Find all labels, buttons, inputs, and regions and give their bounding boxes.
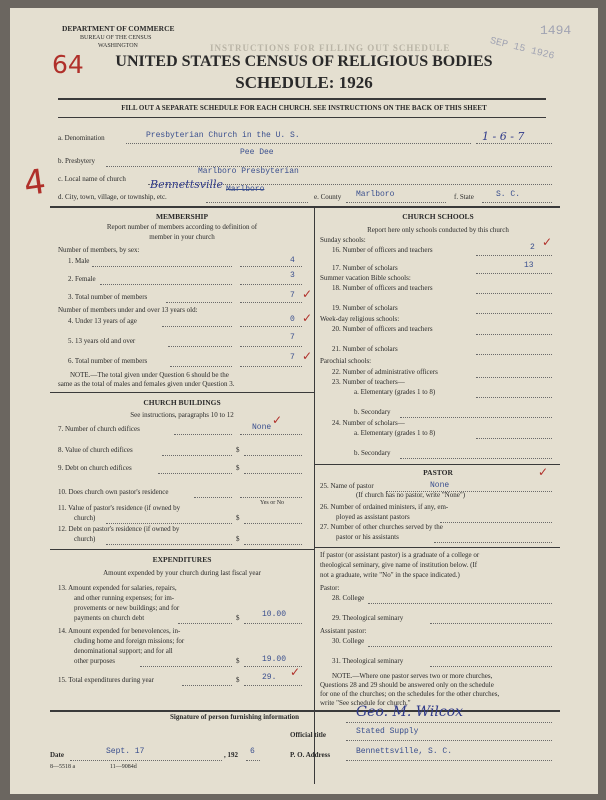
presbytery-value[interactable]: Pee Dee [240,148,274,157]
yes-no-hint: Yes or No [260,500,285,506]
check-mark-q16: ✓ [542,235,553,249]
q23b-label: b. Secondary [354,408,391,416]
q5-value[interactable]: 7 [290,333,295,342]
membership-note-2: same as the total of males and females given under Question 3. [58,380,235,388]
q10-leader [194,497,232,498]
q10-label: 10. Does church own pastor's residence [58,488,169,496]
q21-line [476,354,552,355]
po-address-value[interactable]: Bennettsville, S. C. [356,747,453,756]
expenditures-heading: EXPENDITURES [152,555,212,564]
q23a-line [476,397,552,398]
q5-label: 5. 13 years old and over [68,337,136,345]
q15-value[interactable]: 29. [262,673,277,682]
q11-label-1: 11. Value of pastor's residence (if owned by [58,504,181,512]
check-mark-q3: ✓ [302,287,313,301]
q27-line [434,542,552,543]
q9-line [244,473,302,474]
q7-label: 7. Number of church edifices [58,425,140,433]
membership-note-1: NOTE.—The total given under Question 6 should be the [70,371,229,379]
bureau-label: BUREAU OF THE CENSUS [80,35,152,41]
official-title-line [346,740,552,741]
membership-intro-1: Report number of members according to definition of [106,223,258,231]
presbytery-line [106,166,552,167]
q20-label: 20. Number of officers and teachers [332,325,433,333]
q3-leader [166,302,232,303]
state-value[interactable]: S. C. [496,190,521,199]
q3-line [240,302,302,303]
q12-leader [106,544,232,545]
pastor-sub-label: Pastor: [320,584,340,592]
weekday-label: Week-day religious schools: [320,315,400,323]
church-name-value[interactable]: Marlboro Presbyterian [198,167,299,176]
denomination-code: 1 - 6 - 7 [482,130,525,143]
q13-value[interactable]: 10.00 [262,610,287,619]
q13-leader [178,623,232,624]
parochial-label: Parochial schools: [320,357,372,365]
sunday-label: Sunday schools: [320,236,366,244]
q8-dollar: $ [236,446,240,454]
check-mark-q7: ✓ [272,413,283,427]
q4-line [240,326,302,327]
official-title-value[interactable]: Stated Supply [356,727,419,736]
q14-label-4: other purposes [74,657,116,665]
q11-dollar: $ [236,514,240,522]
q7-leader [174,434,232,435]
margin-mark: 4 [21,161,49,205]
q2-line [240,284,302,285]
po-address-label: P. O. Address [290,751,331,759]
schools-rule [314,464,560,465]
q2-value[interactable]: 3 [290,271,295,280]
schools-intro: Report here only schools conducted by this church [367,226,509,234]
pastor-mid-rule [314,547,560,548]
q14-leader [140,666,232,667]
schedule-title: SCHEDULE: 1926 [235,73,373,92]
q13-line [244,623,302,624]
q31-line [430,666,552,667]
q5-line [240,346,302,347]
date-value[interactable]: Sept. 17 [106,747,145,756]
q22-line [476,377,552,378]
q24a-label: a. Elementary (grades 1 to 8) [354,429,436,437]
q30-line [368,646,552,647]
summer-label: Summer vacation Bible schools: [320,274,411,282]
q23b-line [400,417,552,418]
q29-line [430,623,552,624]
q9-leader [158,473,232,474]
by-sex-label: Number of members, by sex: [58,246,140,254]
q25-label: 25. Name of pastor [320,482,374,490]
q6-line [240,366,302,367]
q17-value[interactable]: 13 [524,261,534,270]
form-title: UNITED STATES CENSUS OF RELIGIOUS BODIES [115,53,493,70]
q24b-label: b. Secondary [354,449,391,457]
q13-label-2: and other running expenses; for im- [74,594,175,602]
q10-line [240,497,302,498]
year-line [246,760,260,761]
stamp-date: SEP 15 1926 [488,36,556,63]
grad-line-3: not a graduate, write "No" in the space indicated.) [320,571,460,579]
check-mark-q15: ✓ [290,665,301,679]
q14-dollar: $ [236,657,240,665]
handwritten-number: 64 [52,50,84,79]
q1-label: 1. Male [68,257,90,265]
q15-leader [182,685,232,686]
year-prefix: , 192 [224,751,238,759]
denomination-line [126,143,471,144]
q16-line [476,255,552,256]
department-label: DEPARTMENT OF COMMERCE [62,24,175,33]
denomination-label: a. Denomination [58,134,105,142]
q26-label-1: 26. Number of ordained ministers, if any, em- [320,503,449,511]
q3-value[interactable]: 7 [290,291,295,300]
grad-line-1: If pastor (or assistant pastor) is a graduate of a college or [320,551,480,559]
q23a-label: a. Elementary (grades 1 to 8) [354,388,436,396]
instruction-rule [58,117,546,118]
q9-dollar: $ [236,464,240,472]
q14-label-1: 14. Amount expended for benevolences, in- [58,627,181,635]
faint-back-text: INSTRUCTIONS FOR FILLING OUT SCHEDULE [210,43,451,53]
q4-value[interactable]: 0 [290,315,295,324]
city-label: WASHINGTON [98,43,138,49]
q8-line [244,455,302,456]
q11-leader [106,523,232,524]
check-mark-q6: ✓ [302,349,313,363]
print-code: 11—9084d [110,764,137,770]
church-name-label: c. Local name of church [58,175,126,183]
q13-label-3: provements or new buildings; and for [74,604,180,612]
pastor-heading: PASTOR [423,468,453,477]
year-value[interactable]: 6 [250,747,255,756]
q26-line [440,522,552,523]
q9-label: 9. Debt on church edifices [58,464,132,472]
q12-line [244,544,302,545]
county-line [346,202,446,203]
q4-leader [162,326,232,327]
q8-leader [162,455,232,456]
q15-dollar: $ [236,676,240,684]
title-rule [58,98,546,100]
pastor-note-4: write "See schedule for church." [320,699,411,707]
q17-line [476,273,552,274]
signature-line [346,722,552,723]
q7-line [240,434,302,435]
asst-sub-label: Assistant pastor: [320,627,367,635]
q20-line [476,334,552,335]
q14-value[interactable]: 19.00 [262,655,287,664]
instruction-line: FILL OUT A SEPARATE SCHEDULE FOR EACH CHURCH. SEE INSTRUCTIONS ON THE BACK OF THIS SHEET [121,104,487,112]
date-label: Date [50,751,64,759]
grad-line-2: theological seminary, give name of institution below. (If [320,561,478,569]
buildings-rule [50,549,314,550]
q24-label: 24. Number of scholars— [332,419,405,427]
check-mark-q25: ✓ [538,465,549,479]
denomination-value[interactable]: Presbyterian Church in the U. S. [146,131,300,140]
code-line [476,143,552,144]
city-line [206,202,308,203]
q6-label: 6. Total number of members [68,357,148,365]
q25-value[interactable]: None [430,481,450,490]
q16-value[interactable]: 2 [530,243,535,252]
q22-label: 22. Number of administrative officers [332,368,438,376]
center-divider [314,206,315,784]
q16-label: 16. Number of officers and teachers [332,246,433,254]
q30-label: 30. College [332,637,365,645]
q21-label: 21. Number of scholars [332,345,398,353]
q17-label: 17. Number of scholars [332,264,398,272]
buildings-sub: See instructions, paragraphs 10 to 12 [130,411,234,419]
q27-label-2: pastor or his assistants [336,533,399,541]
q12-label-1: 12. Debt on pastor's residence (if owned by [58,525,180,533]
signature-value: Geo. M. Wilcox [356,704,464,720]
state-line [482,202,552,203]
q3-label: 3. Total number of members [68,293,148,301]
q18-line [476,293,552,294]
q13-dollar: $ [236,614,240,622]
top-fields-rule [50,206,560,208]
city-value[interactable]: Marlboro [226,185,265,194]
date-line [70,760,222,761]
official-title-label: Official title [290,731,326,739]
stamp-number: 1494 [540,23,572,38]
q1-value[interactable]: 4 [290,256,295,265]
q25-note: (If church has no pastor, write "None") [356,491,466,499]
membership-heading: MEMBERSHIP [155,212,209,221]
q14-label-3: denominational support; and for all [74,647,173,655]
q13-label-1: 13. Amount expended for salaries, repairs, [58,584,177,592]
county-value[interactable]: Marlboro [356,190,395,199]
q4-label: 4. Under 13 years of age [68,317,137,325]
church-city-handwritten: Bennettsville [150,178,224,191]
q28-label: 28. College [332,594,365,602]
city-label: d. City, town, village, or township, etc. [58,193,167,201]
q11-line [244,523,302,524]
q29-label: 29. Theological seminary [332,614,404,622]
q19-line [476,313,552,314]
q31-label: 31. Theological seminary [332,657,404,665]
q14-label-2: cluding home and foreign missions; for [74,637,185,645]
q19-label: 19. Number of scholars [332,304,398,312]
q1-line [240,266,302,267]
q23-label: 23. Number of teachers— [332,378,405,386]
expenditures-sub: Amount expended by your church during last fiscal year [103,569,261,577]
q2-label: 2. Female [68,275,96,283]
q24a-line [476,438,552,439]
footer-rule [50,710,560,712]
q27-label-1: 27. Number of other churches served by the [320,523,443,531]
q1-leader [92,266,232,267]
q13-label-4: payments on church debt [74,614,145,622]
buildings-heading: CHURCH BUILDINGS [143,398,221,407]
q12-label-2: church) [74,535,96,543]
q7-value[interactable]: None [252,423,272,432]
county-label: e. County [314,193,342,201]
form-code: 8—5518 a [50,764,76,770]
pastor-note-2: Questions 28 and 29 should be answered only on the schedule [320,681,494,689]
q26-label-2: ployed as assistant pastors [336,513,410,521]
q11-label-2: church) [74,514,96,522]
q8-label: 8. Value of church edifices [58,446,133,454]
q15-label: 15. Total expenditures during year [58,676,154,684]
q6-value[interactable]: 7 [290,353,295,362]
q6-leader [170,366,232,367]
presbytery-label: b. Presbytery [58,157,95,165]
signature-label: Signature of person furnishing information [170,713,299,721]
q15-line [244,685,302,686]
membership-intro-2: member in your church [149,233,215,241]
q12-dollar: $ [236,535,240,543]
q28-line [368,603,552,604]
q18-label: 18. Number of officers and teachers [332,284,433,292]
membership-rule [50,392,314,393]
q2-leader [100,284,232,285]
by-age-label: Number of members under and over 13 years old: [58,306,198,314]
schools-heading: CHURCH SCHOOLS [402,212,474,221]
po-address-line [346,760,552,761]
q24b-line [400,458,552,459]
census-form-page [10,8,598,794]
state-label: f. State [454,193,474,201]
q5-leader [168,346,232,347]
check-mark-q4: ✓ [302,311,313,325]
pastor-note-1: NOTE.—Where one pastor serves two or more churches, [332,672,493,680]
pastor-note-3: for one of the churches; on the schedules for the other churches, [320,690,500,698]
